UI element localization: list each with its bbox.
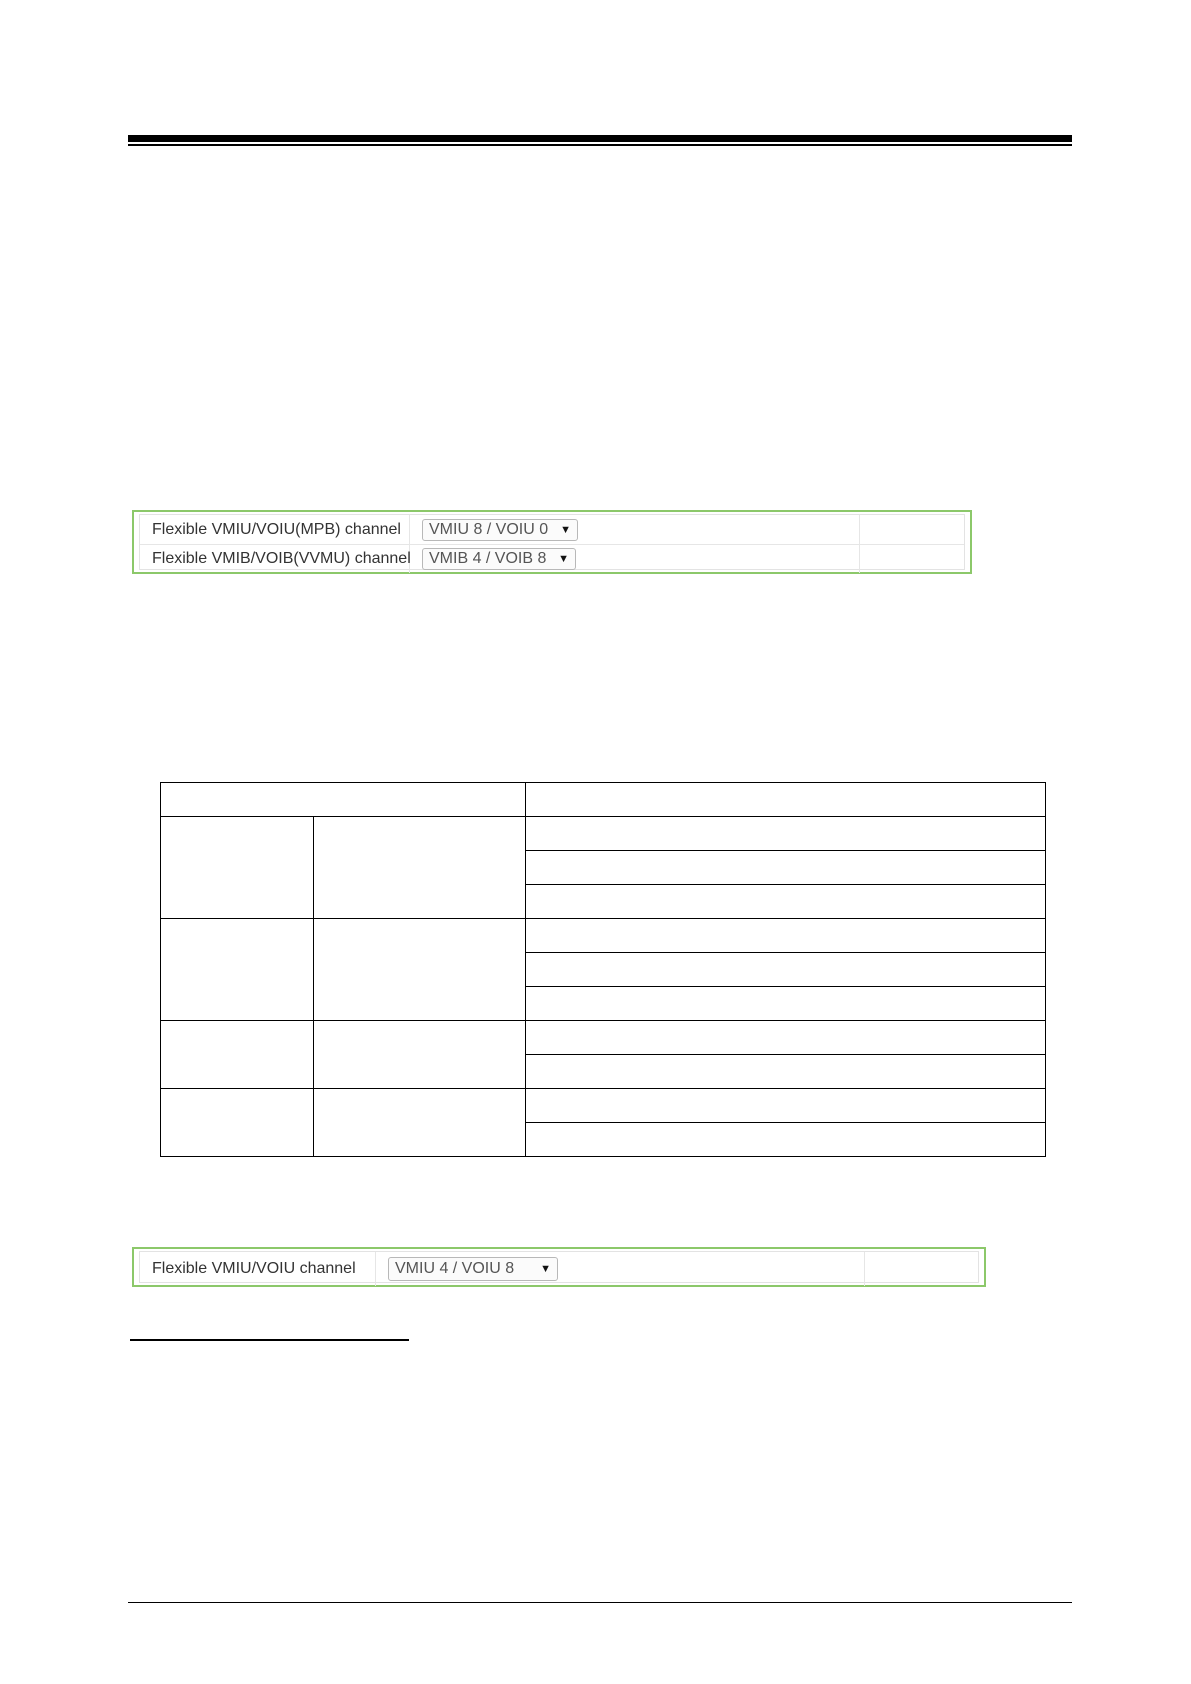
table-cell (525, 1055, 1045, 1089)
table-row (161, 1021, 1046, 1055)
table-header-row (161, 783, 1046, 817)
table-cell (525, 919, 1045, 953)
table-cell (525, 885, 1045, 919)
footnote-separator (130, 1339, 409, 1341)
table-cell (313, 1021, 525, 1089)
vmiu-channel-label: Flexible VMIU/VOIU channel (140, 1252, 376, 1286)
vmiu-channel-cell (376, 1252, 864, 1286)
settings-row-vvmu (140, 544, 964, 573)
settings-row-mpb (140, 515, 964, 544)
mpb-channel-select[interactable] (422, 519, 578, 541)
table-header-cell (161, 783, 526, 817)
dropdown-arrow-icon: ▼ (540, 1263, 551, 1275)
footer-rule (128, 1602, 1072, 1603)
vvmu-channel-label: Flexible VMIB/VOIB(VVMU) channel (140, 545, 410, 573)
panel-inner (139, 1251, 979, 1283)
vvmu-channel-cell (410, 545, 859, 573)
channel-allocation-table (160, 782, 1046, 1157)
vvmu-channel-value: VMIB 4 / VOIB 8 (429, 550, 547, 567)
vmiu-channel-select[interactable] (388, 1257, 558, 1281)
table-cell (313, 919, 525, 1021)
vvmu-channel-select[interactable] (422, 548, 576, 570)
mpb-channel-trailing-cell (859, 515, 964, 544)
table-cell (525, 987, 1045, 1021)
panel-inner (139, 514, 965, 570)
table-cell (525, 817, 1045, 851)
table-header-cell (525, 783, 1045, 817)
mpb-channel-cell (410, 515, 859, 544)
table-cell (313, 1089, 525, 1157)
vmiu-channel-trailing-cell (864, 1252, 978, 1286)
table-cell (161, 1089, 314, 1157)
table-cell (525, 1021, 1045, 1055)
mpb-channel-value: VMIU 8 / VOIU 0 (429, 520, 549, 538)
header-rule-thick (128, 135, 1072, 142)
table-cell (525, 851, 1045, 885)
mpb-channel-label: Flexible VMIU/VOIU(MPB) channel (140, 515, 410, 544)
flexible-channel-panel (132, 510, 972, 574)
table-cell (525, 1089, 1045, 1123)
dropdown-arrow-icon: ▼ (560, 523, 571, 536)
table-cell (525, 953, 1045, 987)
header-rule-thin (128, 144, 1072, 146)
dropdown-arrow-icon: ▼ (558, 553, 569, 565)
table-cell (161, 817, 314, 919)
table-cell (313, 817, 525, 919)
table-cell (525, 1123, 1045, 1157)
flexible-channel-panel-single (132, 1247, 986, 1287)
table-row (161, 1089, 1046, 1123)
table-cell (161, 919, 314, 1021)
vmiu-channel-value: VMIU 4 / VOIU 8 (395, 1260, 515, 1277)
vvmu-channel-trailing-cell (859, 545, 964, 573)
table-cell (161, 1021, 314, 1089)
table-row (161, 919, 1046, 953)
settings-row-vmiu (140, 1252, 978, 1286)
table-row (161, 817, 1046, 851)
